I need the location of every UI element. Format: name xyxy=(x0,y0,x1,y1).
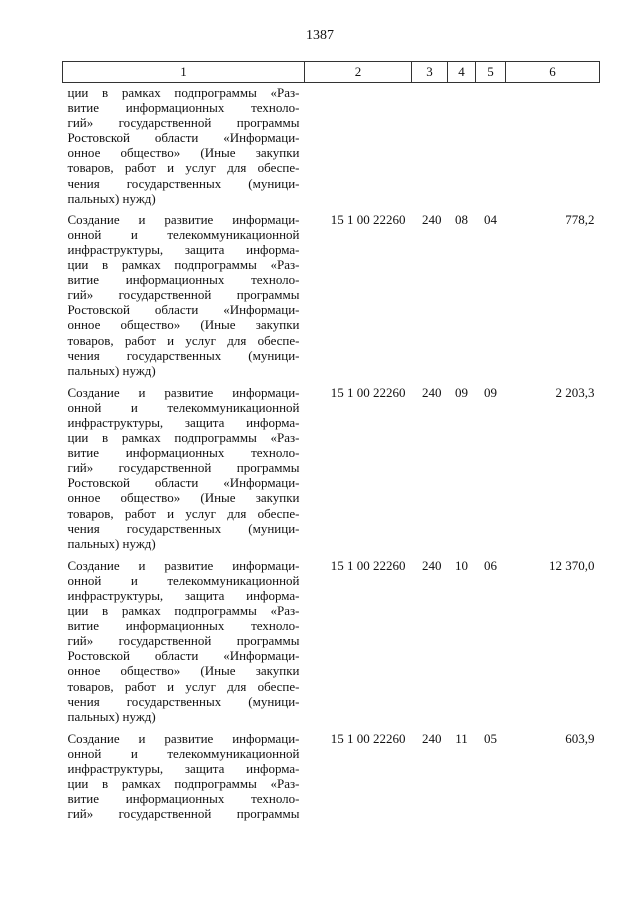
target-article-code: 15 1 00 22260 xyxy=(330,557,406,573)
column-header-3: 3 xyxy=(412,62,448,83)
expense-type-code: 240 xyxy=(422,730,442,746)
description-line: инфраструктуры, защита информа- xyxy=(67,414,300,430)
column-header-6: 6 xyxy=(506,62,600,83)
description-line: онное общество» (Иные закупки xyxy=(67,663,300,679)
description-line: пальных) нужд) xyxy=(67,535,156,551)
description-line: чения государственных (муници- xyxy=(67,175,300,191)
description-line: ции в рамках подпрограммы «Раз- xyxy=(67,776,300,792)
description-line: онной и телекоммуникационной xyxy=(67,399,300,415)
description-line: ции в рамках подпрограммы «Раз- xyxy=(67,257,300,273)
description-line: пальных) нужд) xyxy=(67,362,156,378)
description-line: Создание и развитие информаци- xyxy=(67,730,300,746)
description-line: Ростовской области «Информаци- xyxy=(67,475,300,491)
description-line: Ростовской области «Информаци- xyxy=(67,648,300,664)
page-number: 1387 xyxy=(306,28,334,43)
description-line: гий» государственной программы xyxy=(67,633,300,649)
target-article-code: 15 1 00 22260 xyxy=(330,730,406,746)
section-code xyxy=(448,83,476,212)
description-line: ции в рамках подпрограммы «Раз- xyxy=(67,430,300,446)
description-line: онное общество» (Иные закупки xyxy=(67,490,300,506)
subsection-code: 05 xyxy=(484,730,497,746)
table-row xyxy=(63,558,600,731)
description-line: инфраструктуры, защита информа- xyxy=(67,761,300,777)
row-description xyxy=(63,558,305,731)
description-line: онной и телекоммуникационной xyxy=(67,572,300,588)
table-header xyxy=(63,62,600,83)
column-header-5: 5 xyxy=(476,62,506,83)
description-line: гий» государственной программы xyxy=(67,115,300,131)
table-row xyxy=(63,731,600,829)
table-row xyxy=(63,385,600,558)
column-header-1: 1 xyxy=(63,62,305,83)
description-line: ции в рамках подпрограммы «Раз- xyxy=(67,85,300,100)
description-line: гий» государственной программы xyxy=(67,287,300,303)
description-line: Создание и развитие информаци- xyxy=(67,384,300,400)
column-header-2: 2 xyxy=(305,62,412,83)
expense-type-code: 240 xyxy=(422,557,442,573)
description-line: пальных) нужд) xyxy=(67,190,156,206)
amount: 778,2 xyxy=(565,211,595,227)
description-line: онной и телекоммуникационной xyxy=(67,226,300,242)
expense-type-code: 240 xyxy=(422,384,442,400)
description-line: онное общество» (Иные закупки xyxy=(67,317,300,333)
description-line: Ростовской области «Информаци- xyxy=(67,130,300,146)
description-line: инфраструктуры, защита информа- xyxy=(67,588,300,603)
budget-table xyxy=(62,61,600,828)
description-line: ции в рамках подпрограммы «Раз- xyxy=(67,603,300,619)
description-line: товаров, работ и услуг для обеспе- xyxy=(67,332,300,348)
target-article-code: 15 1 00 22260 xyxy=(330,211,406,227)
subsection-code xyxy=(476,83,506,212)
description-line: витие информационных техноло- xyxy=(67,618,300,634)
description-line: пальных) нужд) xyxy=(67,708,156,724)
expense-type-code: 240 xyxy=(422,211,442,227)
expense-type-code xyxy=(412,83,448,212)
description-line: чения государственных (муници- xyxy=(67,520,300,536)
column-header-4: 4 xyxy=(448,62,476,83)
description-line: витие информационных техноло- xyxy=(67,100,300,116)
section-code: 11 xyxy=(455,730,468,746)
description-line: инфраструктуры, защита информа- xyxy=(67,241,300,257)
row-description xyxy=(63,731,305,829)
amount: 12 370,0 xyxy=(549,557,595,573)
table-body xyxy=(63,83,600,829)
description-line: гий» государственной программы xyxy=(67,460,300,476)
description-line: чения государственных (муници- xyxy=(67,693,300,709)
description-line: витие информационных техноло- xyxy=(67,272,300,288)
amount: 603,9 xyxy=(565,730,595,746)
row-description xyxy=(63,83,305,212)
table-row xyxy=(63,83,600,212)
description-line: товаров, работ и услуг для обеспе- xyxy=(67,505,300,521)
description-line: товаров, работ и услуг для обеспе- xyxy=(67,678,300,694)
header-row xyxy=(63,62,600,83)
section-code: 08 xyxy=(455,211,468,227)
target-article-code xyxy=(305,83,412,212)
description-line: Ростовской области «Информаци- xyxy=(67,302,300,318)
amount xyxy=(506,83,600,212)
description-line: Создание и развитие информаци- xyxy=(67,557,300,573)
description-line: витие информационных техноло- xyxy=(67,791,300,807)
subsection-code: 06 xyxy=(484,557,497,573)
amount: 2 203,3 xyxy=(555,384,595,400)
subsection-code: 09 xyxy=(484,384,497,400)
description-line: товаров, работ и услуг для обеспе- xyxy=(67,160,300,176)
description-line: Создание и развитие информаци- xyxy=(67,211,300,227)
section-code: 09 xyxy=(455,384,468,400)
row-description xyxy=(63,385,305,558)
description-line: чения государственных (муници- xyxy=(67,347,300,363)
description-line: онное общество» (Иные закупки xyxy=(67,145,300,161)
description-line: витие информационных техноло- xyxy=(67,445,300,461)
subsection-code: 04 xyxy=(484,211,497,227)
table-row xyxy=(63,212,600,385)
description-line: гий» государственной программы xyxy=(67,806,300,822)
section-code: 10 xyxy=(455,557,468,573)
description-line: онной и телекоммуникационной xyxy=(67,745,300,761)
target-article-code: 15 1 00 22260 xyxy=(330,384,406,400)
row-description xyxy=(63,212,305,385)
